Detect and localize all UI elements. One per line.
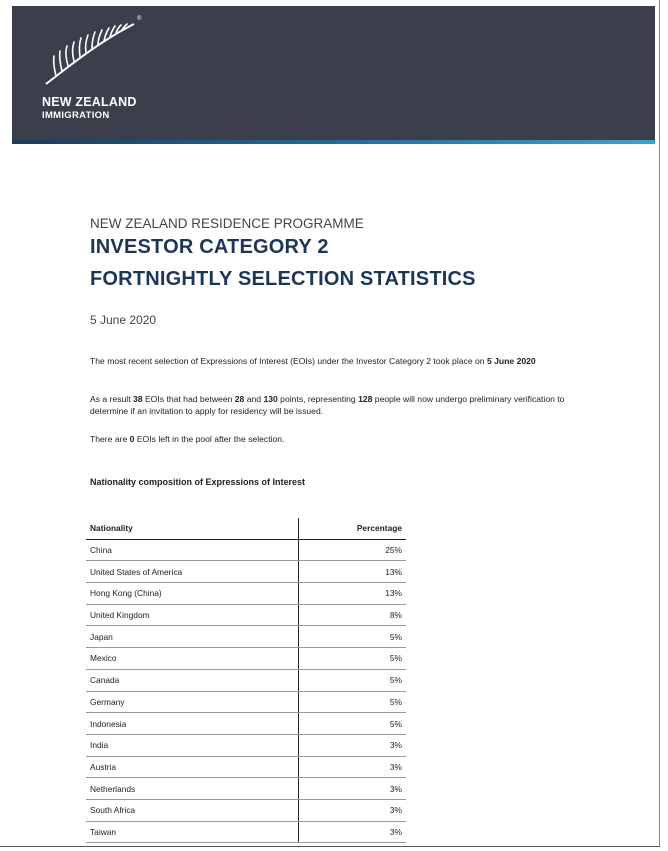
eoi-count: 38 (133, 394, 143, 404)
percentage-cell: 3% (299, 799, 407, 821)
table-header-row (86, 518, 406, 539)
percentage-cell: 25% (299, 539, 407, 561)
people-count: 128 (358, 394, 373, 404)
table-row (86, 778, 406, 800)
result-paragraph (90, 393, 570, 417)
nationality-cell: Mexico (86, 648, 299, 670)
intro-text: The most recent selection of Expressions of Interest (EOIs) under the Investor Category 2 took place on (90, 356, 487, 366)
pool-paragraph (90, 433, 570, 445)
result-text: As a result (90, 394, 133, 404)
nationality-cell: India (86, 734, 299, 756)
percentage-cell: 5% (299, 669, 407, 691)
logo-text-line1: NEW ZEALAND (42, 95, 137, 109)
percentage-cell: 5% (299, 691, 407, 713)
logo-text-line2: IMMIGRATION (42, 110, 110, 121)
nationality-cell: Japan (86, 626, 299, 648)
percentage-cell: 3% (299, 821, 407, 843)
points-max: 130 (263, 394, 278, 404)
nationality-cell: Germany (86, 691, 299, 713)
percentage-cell: 5% (299, 648, 407, 670)
percentage-cell: 5% (299, 626, 407, 648)
result-text: EOIs that had between (142, 394, 235, 404)
percentage-cell: 3% (299, 756, 407, 778)
nationality-cell: United States of America (86, 561, 299, 583)
table-row (86, 648, 406, 670)
points-min: 28 (234, 394, 245, 404)
page-title-line1: INVESTOR CATEGORY 2 (90, 236, 329, 258)
table-row (86, 539, 406, 561)
percentage-cell: 13% (299, 583, 407, 605)
percentage-cell: 3% (299, 734, 407, 756)
intro-date: 5 June 2020 (486, 356, 536, 366)
nationality-cell: China (86, 539, 299, 561)
table-row (86, 821, 406, 843)
table-row (86, 626, 406, 648)
nationality-cell: Netherlands (86, 778, 299, 800)
nationality-table (86, 518, 406, 843)
column-header-nationality: Nationality (86, 518, 299, 539)
nationality-cell: Indonesia (86, 713, 299, 735)
table-row (86, 691, 406, 713)
percentage-cell: 5% (299, 713, 407, 735)
header-stripe (12, 140, 655, 144)
programme-label: NEW ZEALAND RESIDENCE PROGRAMME (90, 216, 364, 231)
nationality-cell: Canada (86, 669, 299, 691)
result-text: people will now undergo preliminary verification to determine if an invitation to apply for residency will be issued. (90, 394, 565, 416)
pool-text: EOIs left in the pool after the selection. (134, 434, 285, 444)
report-date: 5 June 2020 (90, 313, 157, 327)
table-row (86, 583, 406, 605)
pool-count: 0 (129, 434, 135, 444)
page-title-line2: FORTNIGHTLY SELECTION STATISTICS (90, 268, 476, 290)
nationality-cell: Austria (86, 756, 299, 778)
intro-paragraph (90, 355, 570, 367)
result-text: and (244, 394, 264, 404)
nationality-cell: United Kingdom (86, 604, 299, 626)
fern-icon (42, 18, 142, 88)
result-text: points, representing (277, 394, 359, 404)
table-row (86, 713, 406, 735)
pool-text: There are (90, 434, 130, 444)
table-row (86, 734, 406, 756)
percentage-cell: 8% (299, 604, 407, 626)
table-row (86, 756, 406, 778)
column-header-percentage: Percentage (299, 518, 407, 539)
nationality-cell: Hong Kong (China) (86, 583, 299, 605)
table-row (86, 799, 406, 821)
registered-mark: ® (137, 16, 142, 22)
nationality-cell: Taiwan (86, 821, 299, 843)
table-row (86, 561, 406, 583)
table-row (86, 669, 406, 691)
percentage-cell: 3% (299, 778, 407, 800)
nationality-cell: South Africa (86, 799, 299, 821)
section-heading: Nationality composition of Expressions of Interest (90, 477, 306, 487)
percentage-cell: 13% (299, 561, 407, 583)
table-row (86, 604, 406, 626)
